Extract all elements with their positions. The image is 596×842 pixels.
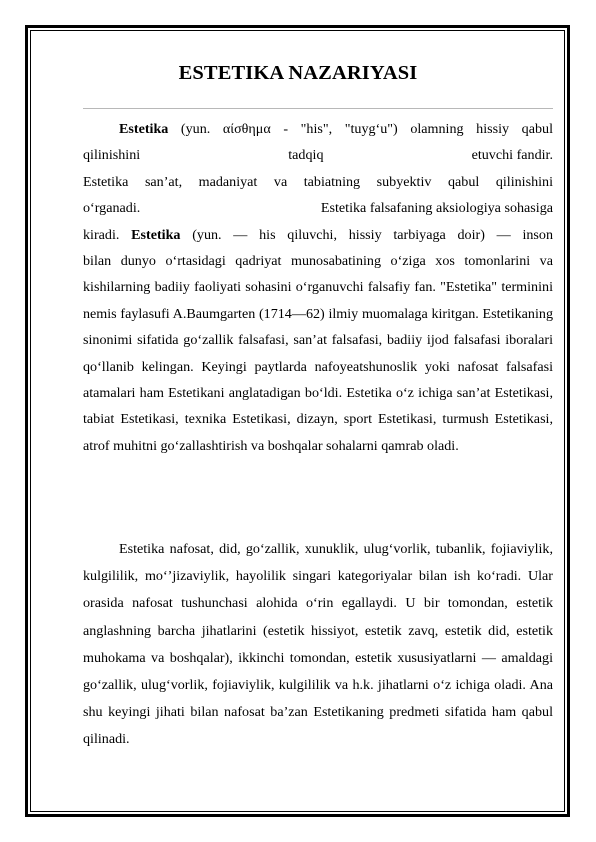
term-estetika-2: Estetika xyxy=(131,226,181,243)
line-1-text: (yun. αίσθημα - "his", "tuyg‘u") olamning hissiy qabul xyxy=(168,121,553,137)
term-estetika: Estetika xyxy=(119,121,169,137)
paragraph-1 xyxy=(83,116,553,459)
paragraph-1-line-4 xyxy=(83,195,553,221)
line-2-word-2: tadqiq xyxy=(288,147,324,164)
line-5-text: (yun. — his qiluvchi, hissiy tarbiyaga doir) — inson xyxy=(180,226,554,243)
line-4-part-1: o‘rganadi. xyxy=(83,200,141,217)
line-4-part-2: Estetika falsafaning aksiologiya sohasiga xyxy=(320,200,553,217)
paragraph-1-line-2 xyxy=(83,142,553,168)
paragraph-1-line-1 xyxy=(83,116,553,142)
paragraph-1-line-3: Estetika san’at, madaniyat va tabiatning subyektiv qabul qilinishini xyxy=(83,173,553,190)
paragraph-1-line-5 xyxy=(83,222,553,248)
line-2-word-3: etuvchi fandir. xyxy=(471,147,553,164)
document-title: ESTETIKA NAZARIYASI xyxy=(178,62,418,84)
paragraph-2: Estetika nafosat, did, go‘zallik, xunuklik, ulug‘vorlik, tubanlik, fojiaviylik, kulgililik, mo‘’jizaviylik, hayolilik singari kategoriyalar bilan ish ko‘radi. Ular orasida nafosat tushunchasi alohida o‘rin egallaydi. U bir tomondan, estetik anglashning barcha jihatlarini (estetik hissiyot, estetik zavq, estetik did, estetik muhokama va boshqalar), ikkinchi tomondan, estetik xususiyatlarni — amaldagi go‘zallik, ulug‘vorlik, fojiaviylik, kulgililik va h.k. jihatlarni o‘z ichiga oladi. Ana shu keyingi jihati bilan nafosat ba’zan Estetikaning predmeti sifatida ham qabul qilinadi. xyxy=(83,541,553,748)
title-divider xyxy=(83,108,553,109)
line-5-prefix: kiradi. xyxy=(83,226,132,243)
paragraph-1-body: bilan dunyo o‘rtasidagi qadriyat munosabatining o‘ziga xos tomonlarini va kishilarning badiiy faoliyati sohasini o‘rganuvchi falsafiy fan. "Estetika" terminini nemis faylasufi A.Baumgarten (1714—62) ilmiy muomalaga kiritgan. Estetikaning sinonimi sifatida go‘zallik falsafasi, san’at falsafasi, badiiy ijod falsafasi iboralari qo‘llanib kelingan. Keyingi paytlarda nafoyeatshunoslik yoki nafosat falsafasi atamalari ham Estetikani anglatadigan bo‘ldi. Estetika o‘z ichiga san’at Estetikasi, tabiat Estetikasi, texnika Estetikasi, dizayn, sport Estetikasi, turmush Estetikasi, atrof muhitni go‘zallashtirish va boshqalar sohalarni qamrab oladi. xyxy=(83,253,553,454)
line-2-word-1: qilinishini xyxy=(83,147,141,164)
